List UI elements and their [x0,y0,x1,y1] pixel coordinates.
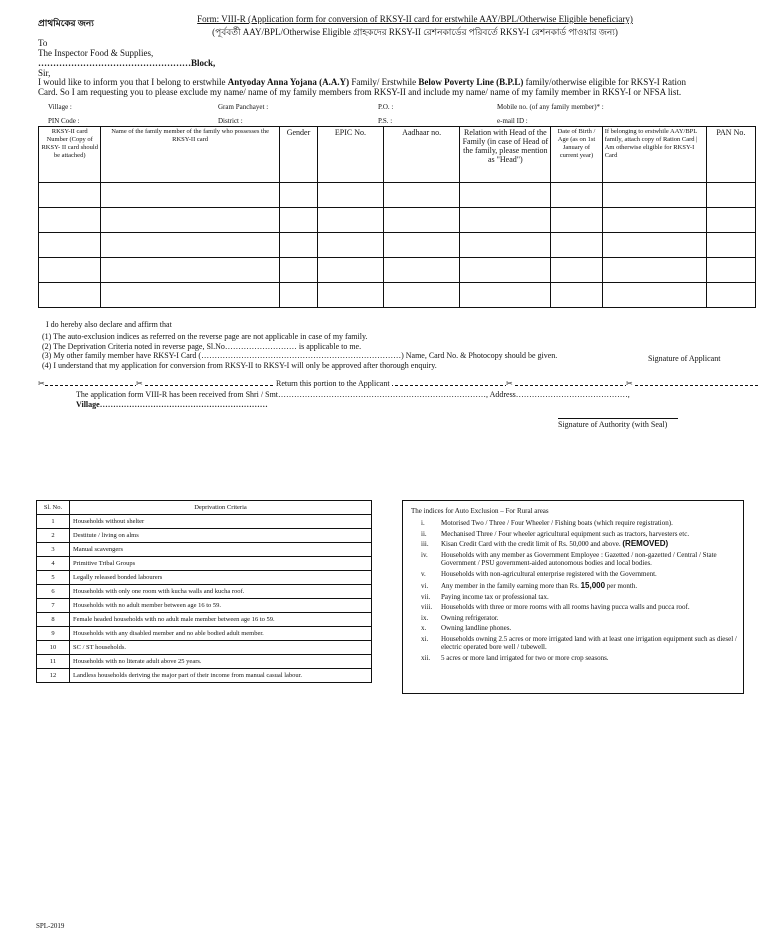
letter-body [38,77,738,97]
receipt-text [76,390,696,410]
col-epic: EPIC No. [318,127,384,183]
deprivation-row: 1 Households without shelter [37,515,372,529]
declaration-item: (4) I understand that my application for conversion from RKSY-II to RKSY-I will only be approved after thorough enquiry. [42,360,437,370]
aay-text: Antyoday Anna Yojana (A.A.Y) [227,77,350,87]
col-eligibility: If belonging to erstwhile AAY/BPL family, attach copy of Ration Card | Am otherwise eligible for RKSY-I Card [602,127,706,183]
pin-field[interactable]: PIN Code : [48,117,80,125]
auto-exclusion-title: The indices for Auto Exclusion – For Rural areas [411,507,549,515]
letter-body-1c: family/otherwise eligible for RKSY-I Ration [523,77,687,87]
bpl-text: Below Poverty Line (B.P.L) [418,77,524,87]
deprivation-row: 3 Manual scavengers [37,543,372,557]
header-left-label: প্রাথমিকের জন্য [38,18,94,28]
letter-body-1a: I would like to inform you that I belong to erstwhile [38,77,228,87]
col-dob: Date of Birth / Age (as on 1st January of current year) [551,127,602,183]
declaration-item: (2) The Deprivation Criteria noted in reverse page, Sl.No……………………… is applicable to me. [42,341,362,351]
declaration-intro: I do hereby also declare and affirm that [46,320,172,329]
village-field[interactable]: Village : [48,103,72,111]
deprivation-row: 7 Households with no adult member between age 16 to 59. [37,599,372,613]
exclusion-item: v. Households with non-agricultural enterprise registered with the Government. [421,569,657,578]
exclusion-item: viii. Households with three or more rooms with all rooms having pucca walls and pucca roof. [421,603,690,611]
family-members-table [38,126,756,308]
scissors-icon: ✂ [136,379,143,388]
exclusion-item: vi. Any member in the family earning more than Rs. 15,000 per month. [421,581,638,590]
deprivation-row: 11 Households with no literate adult above 25 years. [37,655,372,669]
letter-to: To [38,38,48,48]
exclusion-item: xii. 5 acres or more land irrigated for two or more crop seasons. [421,653,609,662]
auto-exclusion-box [402,500,744,694]
exclusion-item: iv. Households with any member as Government Employee : Gazetted / non-gazetted / Central / State Government / PSU government-aided autonomous bodies and local bodies. [421,550,717,567]
letter-body-1b: Family/ Erstwhile [349,77,419,87]
col-gender: Gender [279,127,317,183]
letter-body-2: Card. So I am requesting you to please exclude my name/ name of my family members from RKSY-II and include my name/ name of my family member in RKSY-I or NFSA list. [38,87,682,97]
table-row[interactable] [39,283,756,308]
deprivation-row: 10 SC / ST households. [37,641,372,655]
form-subtitle: (পূর্ববর্তী AAY/BPL/Otherwise Eligible গ্রাহকদের RKSY-II রেশনকার্ডের পরিবর্তে RKSY-I রেশনকার্ড পাওয়ার জন্য) [212,27,618,37]
signature-rule [558,418,678,419]
table-row[interactable] [39,258,756,283]
exclusion-item: vii. Paying income tax or professional tax. [421,592,549,601]
exclusion-item: ix. Owning refrigerator. [421,613,499,622]
cut-line [40,380,758,390]
footer-code: SPL-2019 [36,922,65,930]
declaration-item: (1) The auto-exclusion indices as referred on the reverse page are not applicable in case of my family. [42,332,368,341]
scissors-icon: ✂ [506,379,513,388]
col-aadhaar: Aadhaar no. [383,127,460,183]
declaration-item: (3) My other family member have RKSY-I Card (…………………………………………………………………) Name, Card No. & Photocopy should be given. [42,351,558,360]
deprivation-row: 8 Female headed households with no adult male member between age 16 to 59. [37,613,372,627]
declaration-list [42,332,642,370]
letter-header [38,38,215,78]
deprivation-row: 4 Primitive Tribal Groups [37,557,372,571]
receipt-line-1: The application form VIII-R has been received from Shri / Smt……………………………………………………………………, Address……………………………………, [76,390,630,399]
income-amount: 15,000 [580,581,606,590]
scissors-icon: ✂ [38,379,45,388]
po-field[interactable]: P.O. : [378,103,394,111]
signature-applicant: Signature of Applicant [648,354,721,363]
removed-note: (REMOVED) [622,539,669,548]
col-member-name: Name of the family member of the family who possesses the RKSY-II card [101,127,279,183]
table-row[interactable] [39,183,756,208]
exclusion-item: iii. Kisan Credit Card with the credit limit of Rs. 50,000 and above. (REMOVED) [421,539,669,548]
exclusion-item: i. Motorised Two / Three / Four Wheeler / Fishing boats (which require registration). [421,519,673,527]
deprivation-row: 2 Destitute / living on alms [37,529,372,543]
exclusion-item: ii. Mechanised Three / Four wheeler agricultural equipment such as tractors, harvesters etc. [421,529,690,538]
ps-field[interactable]: P.S. : [378,117,393,125]
cut-line-text: Return this portion to the Applicant [276,379,390,388]
deprivation-header [37,501,372,515]
col-card-number: RKSY-II card Number (Copy of RKSY- II card should be attached) [39,127,101,183]
gram-panchayet-field[interactable]: Gram Panchayet : [218,103,269,111]
col-pan: PAN No. [706,127,755,183]
signature-authority: Signature of Authority (with Seal) [558,420,668,429]
form-title: Form: VIII-R (Application form for conversion of RKSY-II card for erstwhile AAY/BPL/Otherwise Eligible beneficiary) [197,14,633,24]
deprivation-table [36,500,372,683]
col-relation: Relation with Head of the Family (in case of Head of the family, please mention as "Head") [460,127,551,183]
receipt-line-2: Village……………………………………………………… [76,400,268,409]
letter-block-line: ……………………………………………Block, [38,58,216,68]
cut-dashes [40,385,758,386]
col-sl-no: Sl. No. [37,501,70,515]
deprivation-row: 6 Households with only one room with kucha walls and kucha roof. [37,585,372,599]
table-row[interactable] [39,233,756,258]
deprivation-row: 9 Households with any disabled member and no able bodied adult member. [37,627,372,641]
mobile-field[interactable]: Mobile no. (of any family member)* : [497,103,604,111]
letter-salutation: Sir, [38,68,51,78]
deprivation-row: 5 Legally released bonded labourers [37,571,372,585]
table-header-row [39,127,756,183]
col-criteria: Deprivation Criteria [70,501,372,515]
exclusion-item: xi. Households owning 2.5 acres or more irrigated land with at least one irrigation equipment such as diesel / electric operated bore well / tubewell. [421,634,737,651]
table-row[interactable] [39,208,756,233]
letter-recipient: The Inspector Food & Supplies, [38,48,154,58]
deprivation-row: 12 Landless households deriving the major part of their income from manual casual labour. [37,669,372,683]
exclusion-item: x. Owning landline phones. [421,624,512,632]
auto-exclusion-list [421,519,737,662]
scissors-icon: ✂ [626,379,633,388]
email-field[interactable]: e-mail ID : [497,117,528,125]
district-field[interactable]: District : [218,117,243,125]
